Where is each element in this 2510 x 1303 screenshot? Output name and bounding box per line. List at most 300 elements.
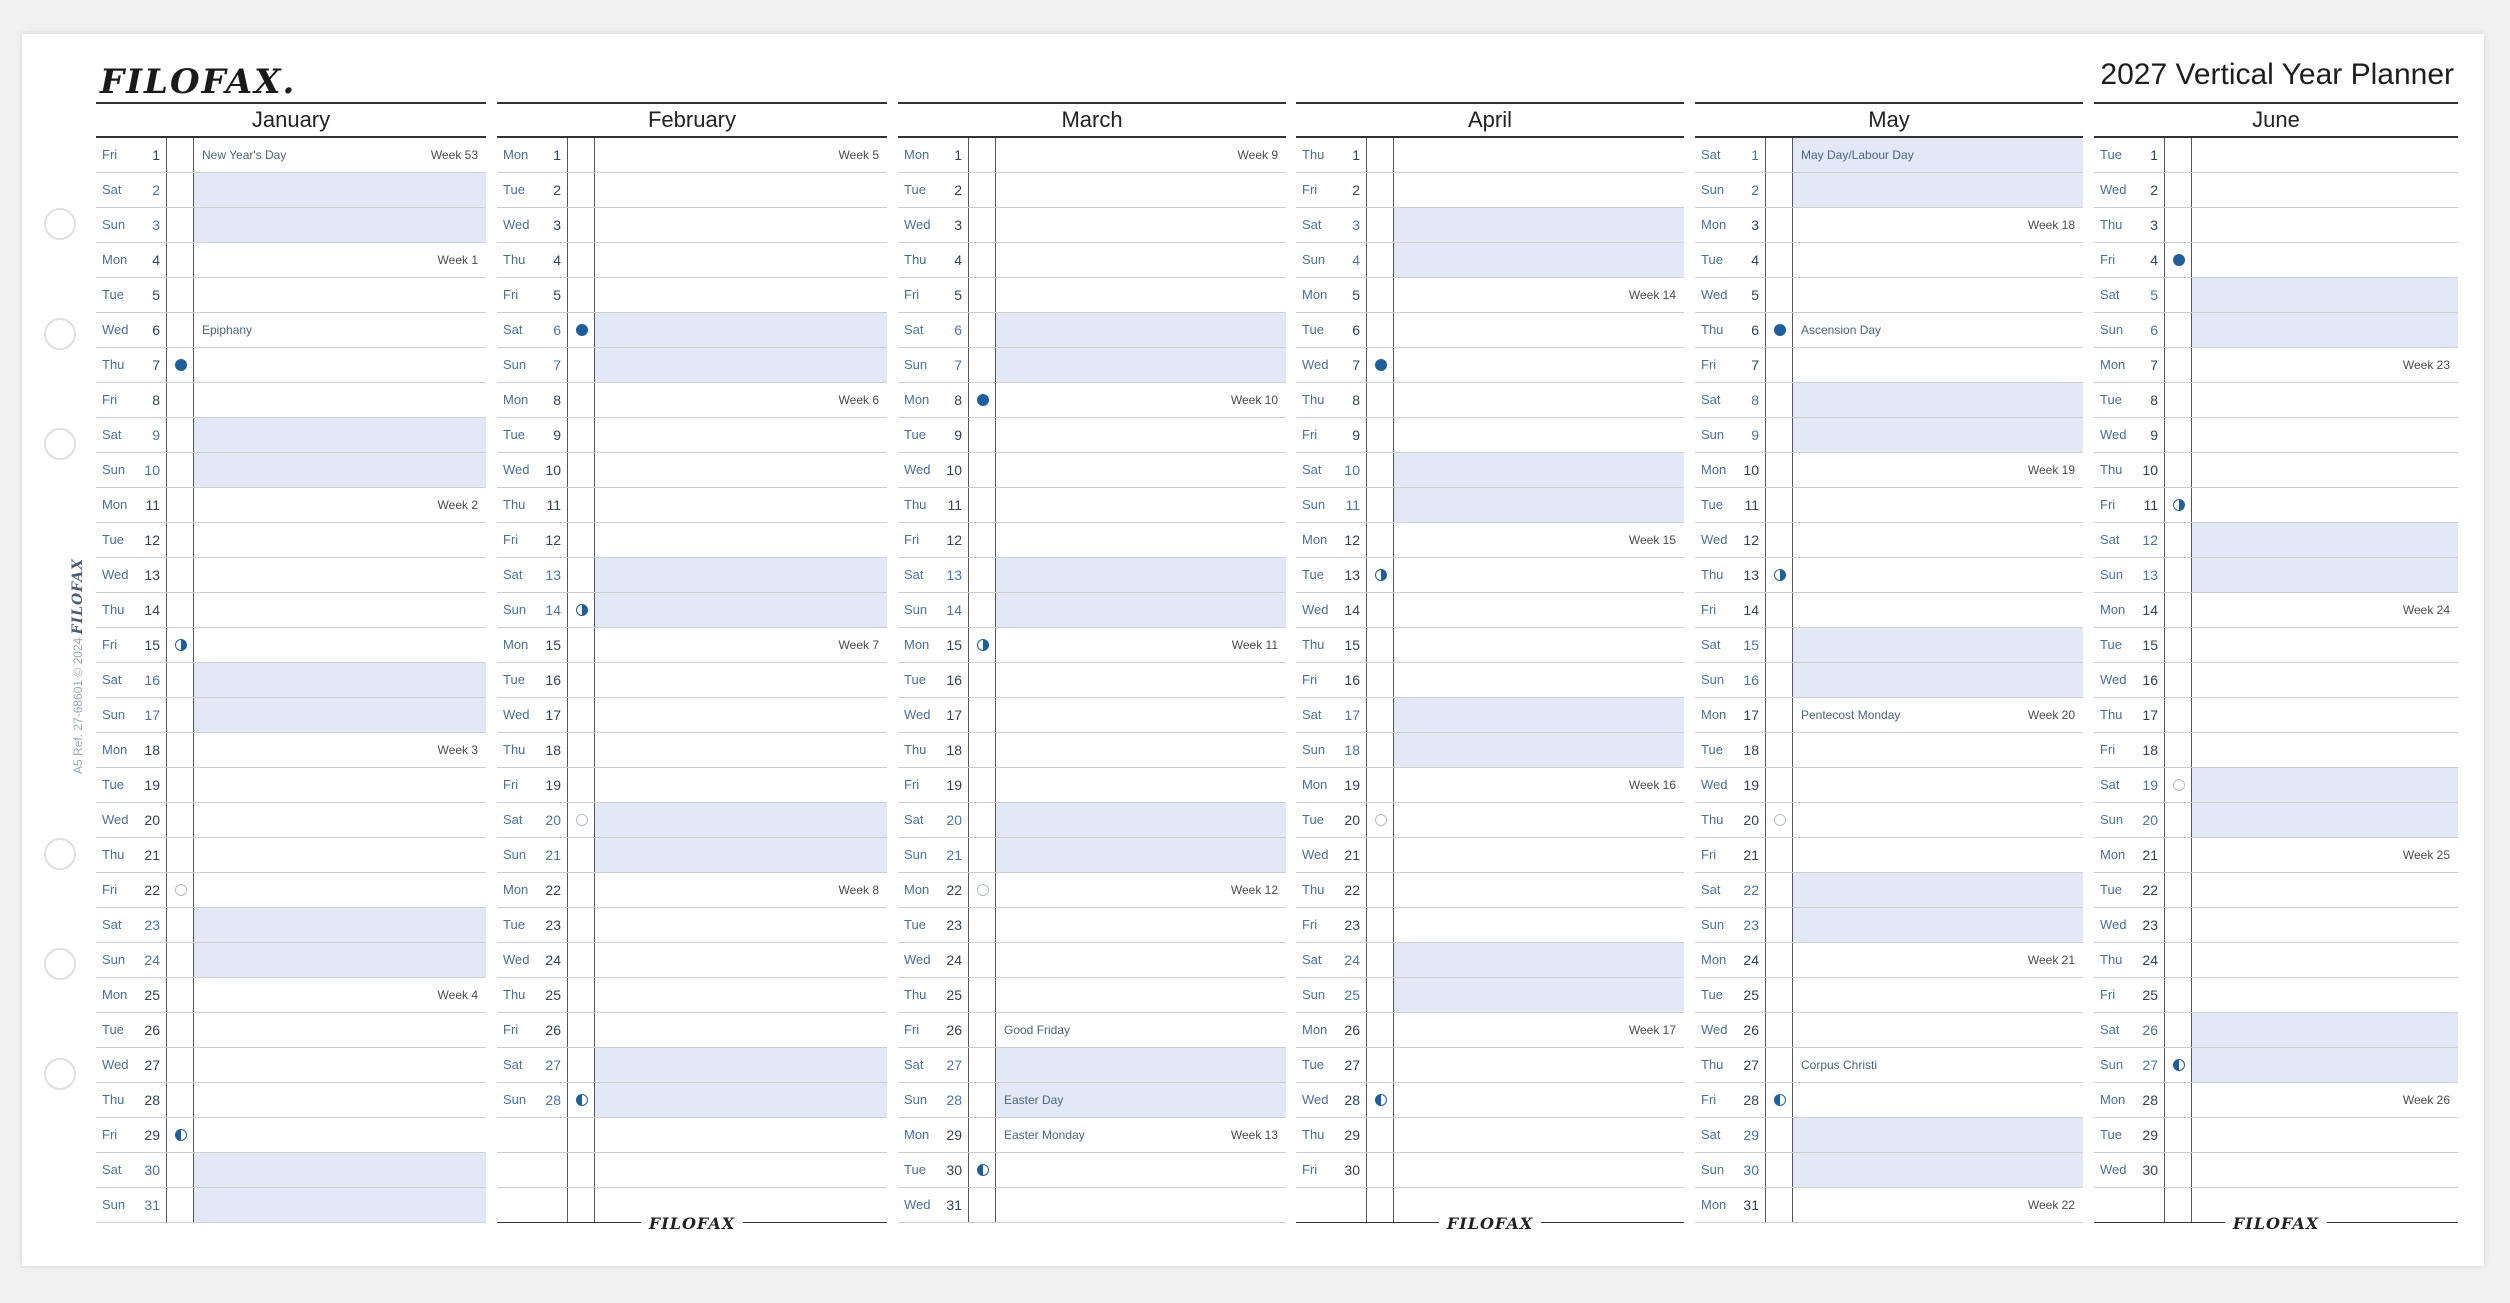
- day-row[interactable]: [497, 1013, 887, 1048]
- day-row[interactable]: [898, 453, 1286, 488]
- day-row[interactable]: [497, 768, 887, 803]
- day-number: 26: [1743, 1022, 1759, 1038]
- day-row[interactable]: [497, 908, 887, 943]
- day-number: 29: [946, 1127, 962, 1143]
- day-number: 9: [954, 427, 962, 443]
- day-row[interactable]: [497, 593, 887, 628]
- day-row[interactable]: [2094, 1013, 2458, 1048]
- holiday-label: Easter Day: [1004, 1093, 1064, 1107]
- weekday-label: Sun: [96, 453, 132, 487]
- day-row[interactable]: [2094, 593, 2458, 628]
- day-row[interactable]: [898, 418, 1286, 453]
- day-row[interactable]: [1695, 278, 2083, 313]
- moon-cell: [166, 978, 194, 1012]
- day-number: 9: [1352, 427, 1360, 443]
- day-row[interactable]: [2094, 138, 2458, 173]
- day-row[interactable]: [1296, 1048, 1684, 1083]
- day-row[interactable]: [898, 663, 1286, 698]
- moon-cell: [1765, 628, 1793, 662]
- day-row[interactable]: [497, 558, 887, 593]
- day-row[interactable]: [1695, 768, 2083, 803]
- moon-new-icon: [576, 324, 588, 336]
- moon-cell: [1765, 348, 1793, 382]
- day-row[interactable]: [2094, 768, 2458, 803]
- moon-cell: [567, 208, 595, 242]
- weekday-label: Thu: [102, 847, 125, 862]
- day-row[interactable]: [2094, 1118, 2458, 1153]
- weekday-label: Sat: [96, 908, 132, 942]
- weekday-label: Wed: [2100, 427, 2127, 442]
- day-number: 4: [2150, 252, 2158, 268]
- moon-cell: [1366, 278, 1394, 312]
- day-number: 20: [533, 803, 567, 837]
- day-row[interactable]: [497, 418, 887, 453]
- moon-cell: [2164, 558, 2192, 592]
- weekday-label: Sat: [2094, 278, 2130, 312]
- day-row[interactable]: [1296, 1118, 1684, 1153]
- day-row[interactable]: [96, 838, 486, 873]
- day-row[interactable]: [2094, 978, 2458, 1013]
- day-row[interactable]: [497, 348, 887, 383]
- day-row[interactable]: [96, 453, 486, 488]
- day-row[interactable]: [2094, 1083, 2458, 1118]
- day-number: 1: [553, 147, 561, 163]
- day-number: 30: [1344, 1162, 1360, 1178]
- weekday-label: Mon: [904, 637, 930, 652]
- moon-lq-icon: [576, 1094, 588, 1106]
- moon-cell: [1366, 243, 1394, 277]
- day-row[interactable]: [96, 243, 486, 278]
- day-number: 13: [144, 567, 160, 583]
- day-row[interactable]: [1296, 663, 1684, 698]
- day-row[interactable]: [898, 1083, 1286, 1118]
- day-row[interactable]: [2094, 383, 2458, 418]
- day-row[interactable]: [1695, 558, 2083, 593]
- day-row[interactable]: [497, 173, 887, 208]
- day-row[interactable]: [96, 873, 486, 908]
- day-row[interactable]: [497, 453, 887, 488]
- moon-cell: [166, 418, 194, 452]
- day-row[interactable]: [898, 1048, 1286, 1083]
- day-row[interactable]: [2094, 348, 2458, 383]
- day-number: 3: [2150, 217, 2158, 233]
- day-row[interactable]: [898, 873, 1286, 908]
- day-row[interactable]: [1296, 943, 1684, 978]
- day-list: [2094, 138, 2458, 1233]
- day-row[interactable]: [497, 698, 887, 733]
- weekday-label: Mon: [102, 987, 128, 1002]
- day-number: 1: [954, 147, 962, 163]
- day-row[interactable]: [96, 768, 486, 803]
- day-row[interactable]: [1296, 908, 1684, 943]
- day-number: 10: [132, 453, 166, 487]
- day-row[interactable]: [497, 978, 887, 1013]
- footer-logo: [2094, 1214, 2458, 1234]
- moon-new-icon: [175, 359, 187, 371]
- day-row[interactable]: [1695, 173, 2083, 208]
- side-imprint: [70, 558, 86, 774]
- weekday-label: Mon: [503, 392, 529, 407]
- day-row[interactable]: [1296, 978, 1684, 1013]
- day-row[interactable]: [1695, 1048, 2083, 1083]
- day-row[interactable]: [1695, 488, 2083, 523]
- day-row[interactable]: [96, 313, 486, 348]
- weekday-label: Wed: [1701, 287, 1728, 302]
- moon-cell: [968, 173, 996, 207]
- day-row[interactable]: [2094, 558, 2458, 593]
- weekday-label: Mon: [102, 497, 128, 512]
- day-row[interactable]: [497, 208, 887, 243]
- day-row[interactable]: [1695, 243, 2083, 278]
- day-number: 1: [1731, 138, 1765, 172]
- day-row[interactable]: [1695, 943, 2083, 978]
- moon-cell: [166, 593, 194, 627]
- month-heading: April: [1296, 102, 1684, 138]
- day-row[interactable]: [96, 908, 486, 943]
- day-row[interactable]: [898, 1188, 1286, 1223]
- day-row[interactable]: [96, 523, 486, 558]
- moon-cell: [166, 558, 194, 592]
- day-row[interactable]: [1695, 348, 2083, 383]
- moon-cell: [2164, 978, 2192, 1012]
- day-row[interactable]: [898, 1118, 1286, 1153]
- day-row[interactable]: [898, 523, 1286, 558]
- week-number: Week 5: [838, 148, 879, 162]
- day-number: 21: [144, 847, 160, 863]
- day-number: 8: [1352, 392, 1360, 408]
- day-row[interactable]: [898, 138, 1286, 173]
- moon-cell: [1366, 1118, 1394, 1152]
- day-row[interactable]: [1695, 1188, 2083, 1223]
- weekday-label: Thu: [1302, 882, 1325, 897]
- day-row[interactable]: [497, 488, 887, 523]
- month-heading: May: [1695, 102, 2083, 138]
- day-number: 13: [533, 558, 567, 592]
- moon-cell: [968, 488, 996, 522]
- day-row[interactable]: [96, 978, 486, 1013]
- day-number: 19: [2130, 768, 2164, 802]
- day-row[interactable]: [96, 558, 486, 593]
- moon-cell: [968, 698, 996, 732]
- day-row[interactable]: [2094, 278, 2458, 313]
- day-number: 11: [1332, 488, 1366, 522]
- day-row[interactable]: [1695, 663, 2083, 698]
- moon-cell: [968, 873, 996, 907]
- weekday-label: Mon: [2100, 1092, 2126, 1107]
- week-number: Week 19: [2027, 463, 2075, 477]
- day-row[interactable]: [2094, 243, 2458, 278]
- day-row[interactable]: [2094, 733, 2458, 768]
- day-row[interactable]: [1296, 768, 1684, 803]
- day-row[interactable]: [898, 943, 1286, 978]
- moon-cell: [1366, 873, 1394, 907]
- moon-cell: [1366, 593, 1394, 627]
- day-row[interactable]: [1296, 1153, 1684, 1188]
- day-row[interactable]: [1695, 208, 2083, 243]
- day-row[interactable]: [96, 628, 486, 663]
- moon-cell: [166, 768, 194, 802]
- weekday-label: Tue: [503, 917, 525, 932]
- day-row[interactable]: [898, 348, 1286, 383]
- day-row[interactable]: [2094, 698, 2458, 733]
- moon-cell: [968, 943, 996, 977]
- day-row[interactable]: [96, 803, 486, 838]
- moon-cell: [166, 383, 194, 417]
- day-number: 21: [2142, 847, 2158, 863]
- day-row[interactable]: [96, 698, 486, 733]
- month-column: [1695, 102, 2083, 1223]
- weekday-label: Fri: [1302, 917, 1318, 932]
- day-row[interactable]: [96, 733, 486, 768]
- day-row[interactable]: [1296, 803, 1684, 838]
- day-row[interactable]: [1296, 313, 1684, 348]
- day-row[interactable]: [1296, 208, 1684, 243]
- weekday-label: Wed: [904, 707, 931, 722]
- day-row[interactable]: [1296, 348, 1684, 383]
- day-number: 2: [2150, 182, 2158, 198]
- weekday-label: Fri: [102, 882, 118, 897]
- day-row[interactable]: [497, 873, 887, 908]
- weekday-label: Tue: [1701, 252, 1723, 267]
- weekday-label: Mon: [2100, 847, 2126, 862]
- weekday-label: Wed: [1302, 847, 1329, 862]
- day-row[interactable]: [2094, 453, 2458, 488]
- day-row[interactable]: [898, 698, 1286, 733]
- weekday-label: Sat: [898, 1048, 934, 1082]
- day-row[interactable]: [898, 733, 1286, 768]
- day-row[interactable]: [1296, 453, 1684, 488]
- day-row[interactable]: [1695, 453, 2083, 488]
- day-row[interactable]: [96, 1153, 486, 1188]
- day-row[interactable]: [898, 488, 1286, 523]
- day-row[interactable]: [2094, 943, 2458, 978]
- day-row[interactable]: [1695, 873, 2083, 908]
- day-row[interactable]: [497, 838, 887, 873]
- day-row[interactable]: [96, 593, 486, 628]
- day-row[interactable]: [2094, 1048, 2458, 1083]
- day-number: 7: [1751, 357, 1759, 373]
- day-row[interactable]: [898, 628, 1286, 663]
- day-row[interactable]: [898, 768, 1286, 803]
- day-row[interactable]: [1695, 593, 2083, 628]
- footer-logo: [497, 1214, 887, 1234]
- day-number: 21: [1344, 847, 1360, 863]
- day-row[interactable]: [1695, 523, 2083, 558]
- day-row[interactable]: [96, 173, 486, 208]
- week-number: Week 20: [2027, 708, 2075, 722]
- day-row[interactable]: [898, 313, 1286, 348]
- day-row[interactable]: [1695, 1083, 2083, 1118]
- moon-cell: [2164, 138, 2192, 172]
- day-row[interactable]: [497, 383, 887, 418]
- day-row[interactable]: [2094, 803, 2458, 838]
- weekday-label: Fri: [102, 637, 118, 652]
- day-row[interactable]: [96, 278, 486, 313]
- day-row[interactable]: [1695, 978, 2083, 1013]
- day-number: 9: [2150, 427, 2158, 443]
- day-row[interactable]: [2094, 908, 2458, 943]
- day-row[interactable]: [96, 418, 486, 453]
- weekday-label: Sun: [1695, 1153, 1731, 1187]
- weekday-label: Wed: [1302, 1092, 1329, 1107]
- moon-cell: [2164, 768, 2192, 802]
- day-row[interactable]: [1296, 138, 1684, 173]
- day-row[interactable]: [1296, 1083, 1684, 1118]
- day-row[interactable]: [1695, 733, 2083, 768]
- day-row[interactable]: [1695, 1118, 2083, 1153]
- day-row[interactable]: [2094, 1153, 2458, 1188]
- day-row[interactable]: [1296, 488, 1684, 523]
- day-row[interactable]: [1695, 1013, 2083, 1048]
- day-row[interactable]: [497, 803, 887, 838]
- weekday-label: Tue: [1302, 567, 1324, 582]
- day-row[interactable]: [898, 908, 1286, 943]
- day-number: 2: [1352, 182, 1360, 198]
- weekday-label: Sun: [2094, 558, 2130, 592]
- day-row[interactable]: [96, 348, 486, 383]
- day-row[interactable]: [898, 838, 1286, 873]
- day-row[interactable]: [898, 978, 1286, 1013]
- day-row[interactable]: [497, 138, 887, 173]
- day-number: 26: [946, 1022, 962, 1038]
- day-row[interactable]: [1695, 908, 2083, 943]
- day-row[interactable]: [2094, 488, 2458, 523]
- weekday-label: Sat: [1296, 943, 1332, 977]
- day-row[interactable]: [1695, 313, 2083, 348]
- day-row[interactable]: [96, 208, 486, 243]
- day-row[interactable]: [1296, 383, 1684, 418]
- day-row[interactable]: [1296, 173, 1684, 208]
- moon-cell: [1765, 943, 1793, 977]
- day-row[interactable]: [1296, 558, 1684, 593]
- week-number: Week 8: [838, 883, 879, 897]
- day-row[interactable]: [898, 243, 1286, 278]
- week-number: Week 4: [437, 988, 478, 1002]
- day-row[interactable]: [497, 278, 887, 313]
- day-row[interactable]: [497, 943, 887, 978]
- day-row[interactable]: [96, 1188, 486, 1223]
- day-row[interactable]: [1296, 418, 1684, 453]
- moon-cell: [166, 523, 194, 557]
- moon-cell: [166, 943, 194, 977]
- day-row[interactable]: [1695, 383, 2083, 418]
- day-number: 30: [2142, 1162, 2158, 1178]
- moon-cell: [1765, 593, 1793, 627]
- day-row[interactable]: [898, 1013, 1286, 1048]
- day-row[interactable]: [898, 593, 1286, 628]
- weekday-label: Wed: [503, 952, 530, 967]
- day-row[interactable]: [1695, 418, 2083, 453]
- day-row[interactable]: [2094, 838, 2458, 873]
- moon-cell: [968, 383, 996, 417]
- day-row[interactable]: [96, 663, 486, 698]
- day-row[interactable]: [898, 1153, 1286, 1188]
- day-row[interactable]: [1296, 278, 1684, 313]
- day-row[interactable]: [96, 1083, 486, 1118]
- day-row[interactable]: [1296, 523, 1684, 558]
- day-row[interactable]: [497, 663, 887, 698]
- day-row[interactable]: [96, 488, 486, 523]
- day-row[interactable]: [96, 138, 486, 173]
- day-number: 25: [545, 987, 561, 1003]
- day-row[interactable]: [2094, 313, 2458, 348]
- day-row[interactable]: [1695, 138, 2083, 173]
- empty-row: [497, 1153, 887, 1188]
- day-row[interactable]: [497, 243, 887, 278]
- day-number: 23: [545, 917, 561, 933]
- weekday-label: Fri: [1302, 1162, 1318, 1177]
- weekday-label: Wed: [102, 567, 129, 582]
- day-row[interactable]: [898, 278, 1286, 313]
- moon-cell: [567, 873, 595, 907]
- day-row[interactable]: [497, 523, 887, 558]
- day-row[interactable]: [898, 383, 1286, 418]
- weekday-label: Sun: [497, 593, 533, 627]
- day-row[interactable]: [1695, 803, 2083, 838]
- moon-cell: [968, 978, 996, 1012]
- day-row[interactable]: [2094, 873, 2458, 908]
- day-row[interactable]: [96, 943, 486, 978]
- day-row[interactable]: [2094, 628, 2458, 663]
- weekday-label: Thu: [904, 987, 927, 1002]
- day-number: 18: [545, 742, 561, 758]
- day-row[interactable]: [898, 173, 1286, 208]
- day-row[interactable]: [497, 1048, 887, 1083]
- day-row[interactable]: [497, 733, 887, 768]
- day-row[interactable]: [1695, 628, 2083, 663]
- day-row[interactable]: [1296, 628, 1684, 663]
- month-column: [898, 102, 1286, 1223]
- day-row[interactable]: [1296, 1013, 1684, 1048]
- day-row[interactable]: [898, 558, 1286, 593]
- day-row[interactable]: [497, 1083, 887, 1118]
- day-row[interactable]: [1296, 593, 1684, 628]
- day-row[interactable]: [497, 628, 887, 663]
- day-number: 5: [152, 287, 160, 303]
- day-row[interactable]: [898, 803, 1286, 838]
- week-number: Week 14: [1628, 288, 1676, 302]
- day-row[interactable]: [2094, 208, 2458, 243]
- day-row[interactable]: [96, 1013, 486, 1048]
- day-number: 4: [152, 252, 160, 268]
- day-row[interactable]: [2094, 418, 2458, 453]
- weekday-label: Wed: [102, 1057, 129, 1072]
- day-row[interactable]: [1695, 1153, 2083, 1188]
- day-row[interactable]: [1296, 243, 1684, 278]
- day-row[interactable]: [1695, 838, 2083, 873]
- day-row[interactable]: [1296, 733, 1684, 768]
- day-row[interactable]: [2094, 173, 2458, 208]
- day-row[interactable]: [96, 1118, 486, 1153]
- day-row[interactable]: [898, 208, 1286, 243]
- moon-cell: [166, 733, 194, 767]
- weekday-label: Tue: [2100, 637, 2122, 652]
- day-row[interactable]: [1296, 873, 1684, 908]
- day-number: 22: [1344, 882, 1360, 898]
- day-row[interactable]: [96, 383, 486, 418]
- day-number: 28: [2142, 1092, 2158, 1108]
- day-row[interactable]: [2094, 523, 2458, 558]
- moon-cell: [968, 208, 996, 242]
- day-row[interactable]: [96, 1048, 486, 1083]
- weekday-label: Mon: [1701, 952, 1727, 967]
- weekday-label: Wed: [2100, 182, 2127, 197]
- day-row[interactable]: [1695, 698, 2083, 733]
- day-row[interactable]: [2094, 663, 2458, 698]
- day-row[interactable]: [1296, 838, 1684, 873]
- day-row[interactable]: [1296, 698, 1684, 733]
- day-row[interactable]: [497, 313, 887, 348]
